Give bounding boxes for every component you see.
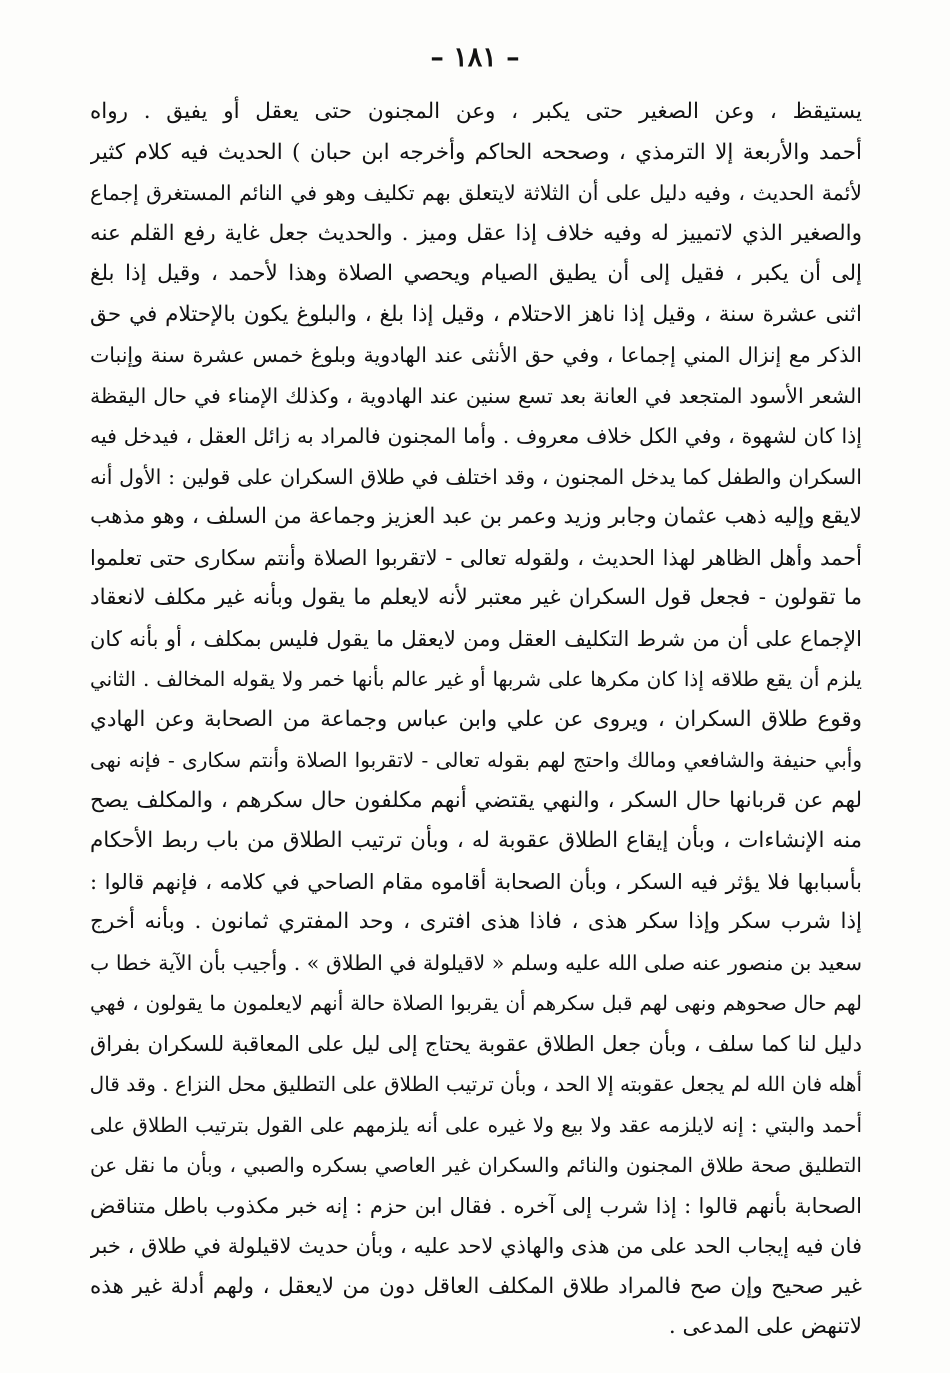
text-line-22: سعيد بن منصور عنه صلى الله عليه وسلم « لاقيلولة في الطلاق » . وأجيب بأن الآية خطا ب — [90, 950, 862, 975]
text-line-13: ما تقولون - فجعل قول السكران غير معتبر لأنه لايعلم ما يقول وبأنه غير مكلف لانعقاد — [90, 585, 862, 610]
text-line-18: لهم عن قربانها حال السكر ، والنهي يقتضي أنهم مكلفون حال سكرهم ، والمكلف يصح — [90, 787, 862, 813]
text-line-1: يستيقظ ، وعن الصغير حتى يكبر ، وعن المجنون حتى يعقل أو يفيق . رواه — [90, 99, 862, 124]
text-line-3: لأئمة الحديث ، وفيه دليل على أن الثلاثة لايتعلق بهم تكليف وهو في النائم المستغرق إجماع — [90, 181, 862, 205]
text-line-31: لاتنهض على المدعى . — [668, 1314, 862, 1339]
text-line-5: إلى أن يكبر ، فقيل إلى أن يطيق الصيام ويحصي الصلاة وهذا لأحمد ، وقيل إذا بلغ — [90, 261, 862, 286]
text-line-14: الإجماع على أن من شرط التكليف العقل ومن لايعقل ما يقول فليس بمكلف ، أو بأنه كان — [90, 626, 862, 651]
text-line-11: لايقع وإليه ذهب عثمان وجابر وزيد وعمر بن عبد العزيز وجماعة من السلف ، وهو مذهب — [90, 504, 862, 529]
text-line-24: دليل لنا كما سلف ، وبأن جعل الطلاق عقوبة يحتاج إلى ليل على المعاقبة للسكران بفراق — [90, 1031, 862, 1056]
text-line-25: أهله فان الله لم يجعل عقوبته إلا الحد ، وبأن ترتيب الطلاق على التطليق محل النزاع . وقد قال — [90, 1072, 862, 1096]
text-line-23: لهم حال صحوهم ونهى لهم قبل سكرهم أن يقربوا الصلاة حالة أنهم لايعلمون ما يقولون ، فهي — [90, 991, 862, 1015]
text-line-15: يلزم أن يقع طلاقه إذا كان مكرها على شربها أو غير عالم بأنها خمر ولا يقوله المخالف . الثاني — [90, 667, 862, 691]
text-line-30: غير صحيح وإن صح فالمراد طلاق المكلف العاقل دون من لايعقل ، ولهم أدلة غير هذه — [90, 1273, 862, 1299]
text-line-9: إذا كان لشهوة ، وفي الكل خلاف معروف . وأما المجنون فالمراد به زائل العقل ، فيدخل فيه — [90, 424, 862, 448]
text-line-26: أحمد والبتي : إنه لايلزمه عقد ولا بيع ولا غيره على أنه يلزمهم على القول بترتيب الطلاق على — [90, 1112, 862, 1137]
text-line-27: التطليق صحة طلاق المجنون والنائم والسكران غير العاصي بسكره والصبي ، وبأن ما نقل عن — [90, 1153, 862, 1177]
text-line-21: إذا شرب سكر وإذا سكر هذى ، فاذا هذى افترى ، وحد المفتري ثمانون . وبأنه أخرج — [90, 909, 862, 934]
text-line-2: أحمد والأربعة إلا الترمذي ، وصححه الحاكم وأخرجه ابن حبان ) الحديث فيه كلام كثير — [90, 139, 862, 165]
text-line-12: أحمد وأهل الظاهر لهذا الحديث ، ولقوله تعالى - لاتقربوا الصلاة وأنتم سكارى حتى تعلموا — [90, 545, 862, 570]
text-line-29: فان فيه إيجاب الحد على من هذى والهاذي لاحد عليه ، وبأن حديث لاقيلولة في طلاق ، خبر — [90, 1234, 862, 1258]
page-number: – ١٨١ – — [430, 42, 520, 73]
text-line-28: الصحابة بأنهم قالوا : إذا شرب إلى آخره . فقال ابن حزم : إنه خبر مكذوب باطل متناقض — [90, 1193, 862, 1218]
text-line-8: الشعر الأسود المتجعد في العانة بعد تسع سنين عند الهادوية ، وكذلك الإمناء في حال اليقظة — [90, 383, 862, 408]
text-line-16: وقوع طلاق السكران ، ويروى عن علي وابن عباس وجماعة من الصحابة وعن الهادي — [90, 706, 862, 732]
text-line-6: اثنى عشرة سنة ، وقيل إذا ناهز الاحتلام ، وقيل إذا بلغ ، والبلوغ يكون بالإحتلام في حق — [90, 301, 862, 327]
text-line-20: بأسبابها فلا يؤثر فيه السكر ، وبأن الصحابة أقاموه مقام الصاحي في كلامه ، فإنهم قالوا : — [90, 869, 862, 894]
text-line-10: السكران والطفل كما يدخل المجنون ، وقد اختلف في طلاق السكران على قولين : الأول أنه — [90, 464, 862, 489]
body-text — [90, 92, 862, 1348]
text-line-19: منه الإنشاءات ، وبأن إيقاع الطلاق عقوبة له ، وبأن ترتيب الطلاق من باب ربط الأحكام — [90, 828, 862, 853]
text-line-7: الذكر مع إنزال المني إجماعا ، وفي حق الأنثى عند الهادوية وبلوغ خمس عشرة سنة وإنبات — [90, 343, 862, 367]
text-line-4: والصغير الذي لاتمييز له وفيه خلاف إذا عقل وميز . والحديث جعل غاية رفع القلم عنه — [90, 220, 862, 246]
text-line-17: وأبي حنيفة والشافعي ومالك واحتج لهم بقوله تعالى - لاتقربوا الصلاة وأنتم سكارى - فإنه نهى — [90, 748, 862, 772]
